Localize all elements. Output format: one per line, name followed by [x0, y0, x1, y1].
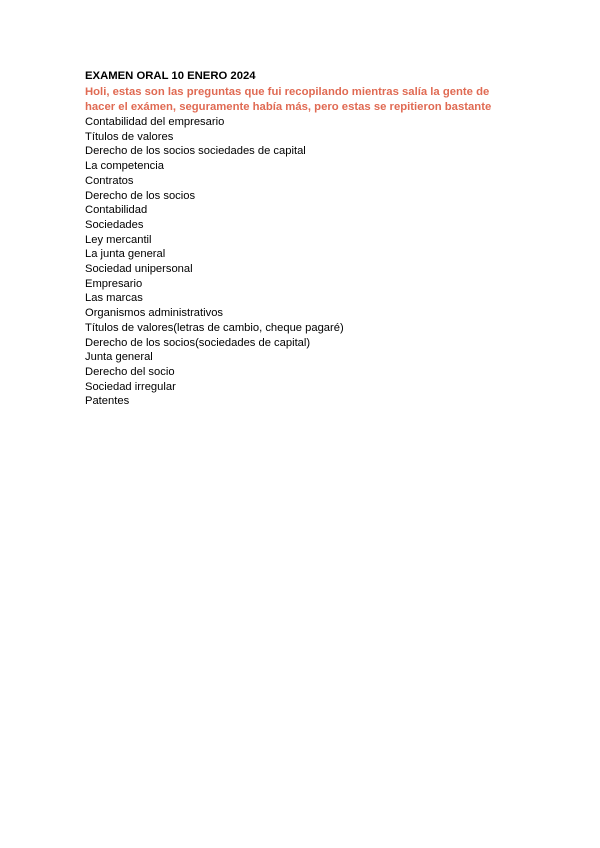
question-item: Empresario [85, 277, 143, 290]
question-item: La competencia [85, 160, 164, 173]
question-item: La junta general [85, 248, 166, 261]
question-item: Patentes [85, 395, 130, 408]
question-item: Títulos de valores [85, 130, 174, 143]
question-item: Las marcas [85, 292, 143, 305]
question-item: Junta general [85, 351, 153, 364]
question-item: Organismos administrativos [85, 307, 224, 320]
question-item: Derecho de los socios sociedades de capital [85, 145, 306, 158]
question-item: Ley mercantil [85, 233, 152, 246]
question-item: Derecho del socio [85, 365, 175, 378]
question-item: Contratos [85, 174, 134, 187]
question-list [85, 115, 505, 409]
question-item: Sociedades [85, 218, 144, 231]
document-title: EXAMEN ORAL 10 ENERO 2024 [85, 70, 256, 82]
question-item: Contabilidad [85, 204, 148, 217]
intro-note-line: Holi, estas son las preguntas que fui recopilando mientras salía la gente de [85, 86, 490, 98]
intro-note-line: hacer el exámen, seguramente había más, pero estas se repitieron bastante [85, 101, 492, 113]
question-item: Sociedad irregular [85, 380, 176, 393]
intro-note [85, 85, 505, 115]
question-item: Derecho de los socios(sociedades de capital) [85, 336, 311, 349]
question-item: Contabilidad del empresario [85, 116, 225, 128]
document-content [85, 69, 505, 409]
question-item: Sociedad unipersonal [85, 263, 193, 276]
question-item: Títulos de valores(letras de cambio, cheque pagaré) [85, 321, 344, 334]
question-item: Derecho de los socios [85, 189, 196, 202]
